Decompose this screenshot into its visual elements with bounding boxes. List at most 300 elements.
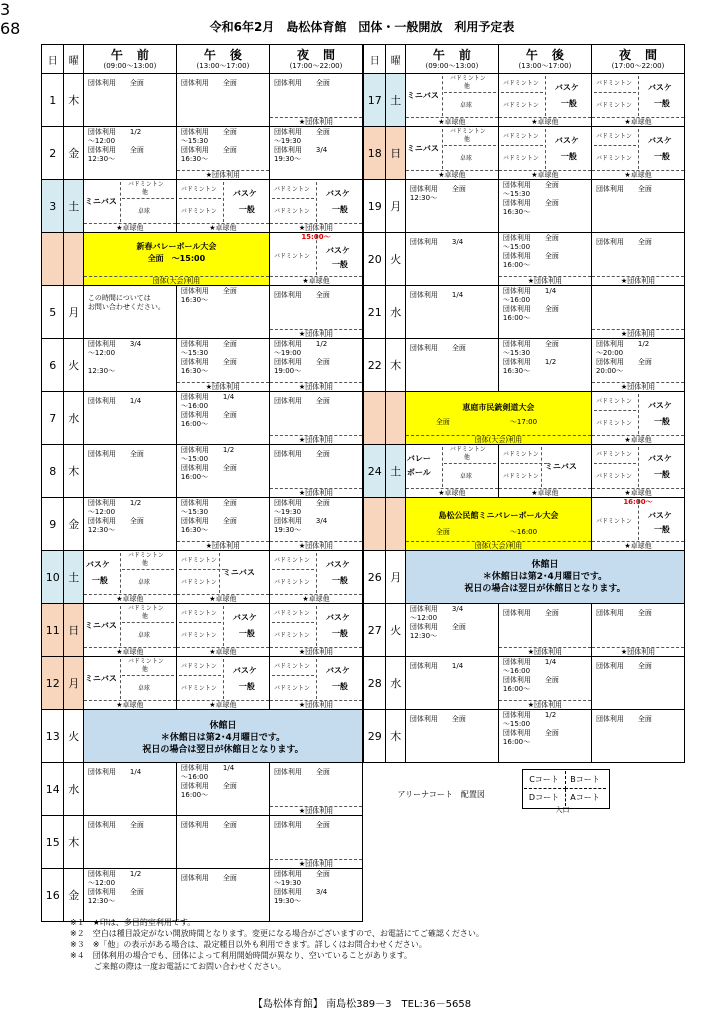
- day-number: 1: [42, 74, 64, 127]
- cell-text: バスケ: [232, 613, 257, 622]
- day-number: 5: [42, 286, 64, 339]
- schedule-right: [363, 44, 685, 815]
- slot-cell: [83, 392, 176, 445]
- cell-text: 16:30～: [180, 155, 209, 163]
- cell-text: 団体利用 全面: [502, 252, 559, 260]
- cell-footer: ★卓球他: [592, 488, 684, 497]
- cell-text: この時間については お問い合わせください。: [87, 294, 165, 311]
- slot-cell: [498, 286, 591, 339]
- cell-text: バスケ: [554, 136, 579, 145]
- cell-text: 団体利用 全面: [273, 128, 330, 136]
- slot-cell: [176, 339, 269, 392]
- slot-cell: [405, 127, 498, 180]
- cell-footer: ★卓球他: [84, 594, 176, 603]
- cell-text: バスケ: [232, 189, 257, 198]
- cell-footer: 団体(大会)利用: [84, 276, 269, 285]
- cell-footer: ★卓球他: [592, 170, 684, 179]
- cell-text: 団体利用 全面: [273, 821, 330, 829]
- cell-text: 一般: [653, 417, 670, 426]
- cell-footer: ★団体利用: [499, 647, 591, 656]
- cell-footer: ★団体利用: [270, 329, 362, 338]
- slot-cell: [269, 74, 362, 127]
- cell-text: バドミントン: [273, 208, 310, 215]
- slot-cell: [176, 657, 269, 710]
- cell-text: 団体利用 1/2: [87, 128, 142, 136]
- day-row: [42, 180, 363, 233]
- cell-footer: ★団体利用: [270, 382, 362, 391]
- slot-cell: [591, 127, 684, 180]
- cell-text: 団体利用 全面: [180, 146, 237, 154]
- closed-title: 休館日: [209, 721, 237, 731]
- day-of-week: 土: [64, 551, 83, 604]
- cell-text: バスケ: [554, 83, 579, 92]
- cell-text: 団体利用 全面: [502, 676, 559, 684]
- event-time: ～17:00: [509, 418, 538, 426]
- slot-cell: [269, 445, 362, 498]
- slot-cell: [269, 816, 362, 869]
- cell-text: 一般: [238, 629, 255, 638]
- cell-footer: ★団体利用: [270, 541, 362, 550]
- cell-text: 団体利用 全面: [502, 305, 559, 313]
- cell-text: バドミントン: [180, 557, 217, 564]
- cell-text: 団体利用 全面: [87, 79, 144, 87]
- cell-text: ～15:30: [502, 190, 531, 198]
- day-number: 22: [364, 339, 386, 392]
- day-number: 27: [364, 604, 386, 657]
- cell-text: 団体利用 全面: [595, 238, 652, 246]
- day-number: [364, 392, 386, 445]
- cell-text: 12:30～: [87, 897, 116, 905]
- cell-text: 団体利用 全面: [595, 358, 652, 366]
- day-of-week: 水: [64, 392, 83, 445]
- cell-text: ミニバス: [544, 462, 577, 471]
- slot-cell: [498, 339, 591, 392]
- col-pm: [176, 45, 269, 74]
- cell-text: ～15:00: [502, 243, 531, 251]
- cell-text: バドミントン: [180, 610, 217, 617]
- cell-text: バレー: [406, 454, 431, 463]
- slot-cell: [83, 869, 176, 922]
- cell-text: バドミントン: [273, 579, 310, 586]
- am-time: (09:00～13:00): [103, 61, 157, 70]
- day-row: [364, 445, 685, 498]
- day-of-week: 水: [386, 286, 405, 339]
- cell-text: 一般: [331, 205, 348, 214]
- cell-footer: ★団体利用: [177, 170, 269, 179]
- cell-text: 16:00～: [502, 314, 531, 322]
- note-3: ※３ ※「他」の表示がある場合は、設定種目以外も利用できます。詳しくはお問合わせください。: [70, 940, 427, 949]
- day-number: 29: [364, 710, 386, 763]
- cell-text: バスケ: [325, 666, 350, 675]
- cell-text: 16:00～: [180, 791, 209, 799]
- cell-text: バスケ: [647, 401, 672, 410]
- cell-text: ミニバス: [84, 621, 117, 630]
- cell-text: ミニバス: [406, 144, 439, 153]
- cell-text: 団体利用 全面: [409, 185, 466, 193]
- notes: [70, 917, 484, 972]
- court-c: Cコート: [524, 771, 566, 789]
- day-number: 15: [42, 816, 64, 869]
- cell-text: バドミントン: [127, 605, 164, 612]
- cell-text: バドミントン: [180, 579, 217, 586]
- cell-text: 団体利用 全面: [502, 609, 559, 617]
- day-of-week: 金: [64, 869, 83, 922]
- slot-cell: [269, 657, 362, 710]
- cell-text: バスケ: [325, 560, 350, 569]
- col-dow: 曜: [386, 45, 405, 74]
- cell-footer: ★団体利用: [592, 647, 684, 656]
- cell-text: 19:00～: [273, 367, 302, 375]
- cell-text: 他: [141, 560, 148, 567]
- cell-text: 一般: [331, 576, 348, 585]
- day-row: [364, 392, 685, 445]
- day-of-week: 火: [386, 604, 405, 657]
- cell-text: バスケ: [647, 136, 672, 145]
- cell-text: ミニバス: [84, 674, 117, 683]
- cell-text: 団体利用 全面: [180, 874, 237, 882]
- cell-text: 一般: [331, 260, 348, 269]
- slot-cell: [83, 551, 176, 604]
- cell-text: ～15:00: [180, 455, 209, 463]
- note-4: ※４ 団体利用の場合でも、団体によって利用開始時間が異なり、空いていることがあります。: [70, 951, 413, 960]
- am-time: (09:00～13:00): [425, 61, 479, 70]
- day-of-week: 日: [64, 604, 83, 657]
- cell-text: 19:30～: [273, 897, 302, 905]
- cell-text: 団体利用 全面: [502, 729, 559, 737]
- day-of-week: 木: [64, 816, 83, 869]
- cell-text: ～19:30: [273, 137, 302, 145]
- closed-note: ＊休館日は第2･4月曜日です。: [160, 733, 286, 743]
- day-row: [364, 74, 685, 127]
- cell-text: ～12:00: [409, 614, 438, 622]
- slot-cell: [405, 233, 498, 286]
- closed-note: ＊休館日は第2･4月曜日です。: [482, 572, 608, 582]
- cell-footer: ★卓球他: [177, 594, 269, 603]
- cell-text: バドミントン: [273, 610, 310, 617]
- cell-text: 一般: [91, 576, 108, 585]
- day-number: 24: [364, 445, 386, 498]
- cell-text: バドミントン: [127, 658, 164, 665]
- cell-text: 卓球: [137, 685, 150, 692]
- cell-footer: ★団体利用: [177, 382, 269, 391]
- cell-text: 団体利用 全面: [595, 662, 652, 670]
- cell-text: 団体利用 全面: [502, 181, 559, 189]
- day-number: 18: [364, 127, 386, 180]
- day-number: 8: [42, 445, 64, 498]
- cell-text: バスケ: [647, 83, 672, 92]
- cell-footer: ★卓球他: [499, 488, 591, 497]
- day-row: [42, 657, 363, 710]
- pm-label: 午後: [525, 47, 578, 62]
- day-of-week: 木: [64, 74, 83, 127]
- cell-text: バスケ: [325, 246, 350, 255]
- cell-footer: ★卓球他: [406, 117, 498, 126]
- cell-text: バドミントン: [502, 155, 539, 162]
- cell-footer: ★団体利用: [270, 859, 362, 868]
- cell-footer: ★卓球他: [406, 488, 498, 497]
- day-of-week: 月: [64, 657, 83, 710]
- cell-text: ～15:00: [502, 720, 531, 728]
- day-of-week: 月: [386, 551, 405, 604]
- closed-title: 休館日: [531, 560, 559, 570]
- cell-text: 16:30～: [180, 367, 209, 375]
- cell-footer: ★卓球他: [84, 647, 176, 656]
- slot-cell: [269, 339, 362, 392]
- event-cell: [83, 233, 269, 286]
- day-of-week: 日: [386, 127, 405, 180]
- day-row: [42, 445, 363, 498]
- cell-text: 団体利用 全面: [87, 821, 144, 829]
- day-number: 7: [42, 392, 64, 445]
- ev-label: 夜間: [296, 47, 349, 62]
- cell-text: 団体利用 1/2: [502, 711, 557, 719]
- court-a: Aコート: [570, 793, 600, 802]
- event-time: 全面 ～15:00: [147, 254, 206, 263]
- cell-text: バドミントン: [595, 133, 632, 140]
- slot-cell: [591, 445, 684, 498]
- cell-text: 15:00～: [301, 233, 331, 241]
- cell-text: 団体利用 3/4: [273, 517, 328, 525]
- cell-text: バスケ: [647, 454, 672, 463]
- cell-text: バドミントン: [595, 420, 632, 427]
- day-number: 14: [42, 763, 64, 816]
- slot-cell: [83, 657, 176, 710]
- cell-text: バドミントン: [273, 632, 310, 639]
- cell-text: バドミントン: [502, 80, 539, 87]
- cell-text: 卓球: [137, 579, 150, 586]
- arena-outline: [522, 769, 610, 809]
- slot-cell: [591, 180, 684, 233]
- day-number: [364, 498, 386, 551]
- event-cell: [405, 498, 591, 551]
- cell-text: バドミントン: [180, 632, 217, 639]
- slot-cell: [405, 286, 498, 339]
- cell-text: 団体利用 全面: [273, 768, 330, 776]
- day-row: [364, 127, 685, 180]
- cell-text: 団体利用 全面: [273, 79, 330, 87]
- day-row: [42, 869, 363, 922]
- cell-text: ～15:30: [502, 349, 531, 357]
- cell-text: 卓球: [459, 473, 472, 480]
- day-of-week: 金: [64, 127, 83, 180]
- cell-text: 卓球: [137, 632, 150, 639]
- slot-cell: [498, 180, 591, 233]
- arena-label: アリーナコート 配置図: [397, 790, 485, 799]
- cell-text: 団体利用 全面: [273, 870, 330, 878]
- event-time: ～16:00: [509, 528, 538, 536]
- cell-text: 団体利用 1/4: [502, 658, 557, 666]
- cell-text: ～16:00: [180, 402, 209, 410]
- cell-text: 一般: [653, 99, 670, 108]
- cell-text: ミニバス: [84, 197, 117, 206]
- day-of-week: 火: [64, 339, 83, 392]
- cell-footer: ★卓球他: [84, 700, 176, 709]
- court-d: Dコート: [524, 789, 566, 806]
- event-title: 島松公民館ミニバレーボール大会: [438, 511, 559, 520]
- note-5: ご来館の際は一度お電話にてお問い合わせください。: [70, 962, 286, 971]
- slot-cell: [176, 869, 269, 922]
- col-ev: [591, 45, 684, 74]
- ev-time: (17:00～22:00): [611, 61, 665, 70]
- slot-cell: [176, 74, 269, 127]
- day-of-week: 月: [64, 286, 83, 339]
- event-title: 新春バレーボール大会: [136, 242, 217, 251]
- slot-cell: [405, 710, 498, 763]
- cell-text: 団体利用 全面: [273, 291, 330, 299]
- cell-footer: 団体(大会)利用: [406, 435, 591, 444]
- slot-cell: [405, 445, 498, 498]
- cell-text: 団体利用 全面: [273, 397, 330, 405]
- day-number: 2: [42, 127, 64, 180]
- cell-text: 16:00～: [502, 738, 531, 746]
- day-row: [42, 127, 363, 180]
- cell-text: ボール: [406, 468, 431, 477]
- cell-text: 団体利用 全面: [180, 411, 237, 419]
- cell-footer: ★団体利用: [499, 700, 591, 709]
- cell-text: バドミントン: [180, 208, 217, 215]
- cell-text: 他: [463, 136, 470, 143]
- cell-text: 団体利用 1/2: [595, 340, 650, 348]
- cell-text: 団体利用 1/2: [273, 340, 328, 348]
- cell-text: ～12:00: [87, 879, 116, 887]
- cell-text: ～19:30: [273, 508, 302, 516]
- cell-text: 団体利用 1/4: [87, 768, 142, 776]
- cell-text: 団体利用 全面: [180, 79, 237, 87]
- cell-text: バスケ: [647, 511, 672, 520]
- cell-text: ～16:00: [502, 296, 531, 304]
- cell-text: 団体利用 全面: [180, 287, 237, 295]
- cell-footer: ★団体利用: [499, 276, 591, 285]
- day-row: [42, 233, 363, 286]
- day-row: [42, 339, 363, 392]
- cell-text: 卓球: [137, 208, 150, 215]
- cell-text: 団体利用 全面: [180, 358, 237, 366]
- day-row: [364, 339, 685, 392]
- slot-cell: [176, 286, 269, 339]
- cell-text: 団体利用 1/4: [409, 291, 464, 299]
- cell-text: バスケ: [325, 189, 350, 198]
- pm-time: (13:00～17:00): [196, 61, 250, 70]
- cell-footer: ★団体利用: [270, 435, 362, 444]
- cell-text: 16:30～: [502, 208, 531, 216]
- cell-text: 団体利用 全面: [595, 715, 652, 723]
- slot-cell: [591, 286, 684, 339]
- col-day: 日: [42, 45, 64, 74]
- slot-cell: [405, 657, 498, 710]
- slot-cell: [83, 127, 176, 180]
- slot-cell: [83, 286, 176, 339]
- cell-text: バドミントン: [502, 451, 539, 458]
- cell-text: 他: [463, 454, 470, 461]
- event-time: 全面: [435, 418, 450, 426]
- cell-text: 他: [141, 666, 148, 673]
- cell-footer: ★団体利用: [592, 382, 684, 391]
- cell-text: 16:30～: [180, 526, 209, 534]
- day-number: 16: [42, 869, 64, 922]
- cell-text: ～12:00: [87, 349, 116, 357]
- col-am: [83, 45, 176, 74]
- cell-footer: ★卓球他: [499, 117, 591, 126]
- cell-text: 団体利用 1/4: [409, 662, 464, 670]
- day-row: [364, 286, 685, 339]
- day-row: [364, 498, 685, 551]
- cell-text: 団体利用 3/4: [409, 238, 464, 246]
- cell-text: 団体利用 1/4: [502, 287, 557, 295]
- day-row: [42, 710, 363, 763]
- slot-cell: [176, 551, 269, 604]
- day-number: 11: [42, 604, 64, 657]
- cell-text: 一般: [331, 682, 348, 691]
- cell-text: 団体利用 1/2: [87, 870, 142, 878]
- cell-text: 団体利用 3/4: [273, 888, 328, 896]
- event-time: 全面: [435, 528, 450, 536]
- note-1: ※１ ★印は、多目的室利用です。: [70, 918, 196, 927]
- day-row: [42, 763, 363, 816]
- cell-text: バドミントン: [273, 186, 310, 193]
- cell-footer: ★団体利用: [592, 329, 684, 338]
- cell-footer: ★卓球他: [177, 647, 269, 656]
- cell-text: バドミントン: [180, 663, 217, 670]
- cell-text: ～15:30: [180, 508, 209, 516]
- cell-text: ～19:30: [273, 879, 302, 887]
- cell-text: バドミントン: [127, 552, 164, 559]
- slot-cell: [591, 710, 684, 763]
- slot-cell: [83, 498, 176, 551]
- cell-text: 団体利用 1/4: [180, 764, 235, 772]
- cell-text: 団体利用 全面: [87, 146, 144, 154]
- slot-cell: [498, 710, 591, 763]
- cell-text: ～16:00: [502, 667, 531, 675]
- slot-cell: [83, 180, 176, 233]
- day-of-week: [64, 233, 83, 286]
- cell-text: 団体利用 3/4: [87, 340, 142, 348]
- day-row: [42, 286, 363, 339]
- slot-cell: [176, 127, 269, 180]
- slot-cell: [498, 657, 591, 710]
- cell-text: バスケ: [232, 666, 257, 675]
- page-title: 令和6年2月 島松体育館 団体・一般開放 利用予定表: [209, 20, 515, 34]
- day-row: [364, 657, 685, 710]
- cell-text: バドミントン: [180, 685, 217, 692]
- cell-text: 団体利用 全面: [180, 340, 237, 348]
- ev-label: 夜間: [618, 47, 671, 62]
- col-am: [405, 45, 498, 74]
- slot-cell: [176, 445, 269, 498]
- cell-text: ～15:30: [180, 349, 209, 357]
- cell-text: 16:30～: [180, 296, 209, 304]
- slot-cell: [269, 286, 362, 339]
- day-number: 28: [364, 657, 386, 710]
- slot-cell: [83, 339, 176, 392]
- cell-text: バドミントン: [273, 685, 310, 692]
- cell-text: 16:30～: [502, 367, 531, 375]
- cell-text: 20:00～: [595, 367, 624, 375]
- cell-text: 団体利用 全面: [180, 821, 237, 829]
- cell-text: 団体利用 1/4: [180, 393, 235, 401]
- slot-cell: [269, 869, 362, 922]
- cell-footer: ★卓球他: [499, 170, 591, 179]
- cell-text: バドミントン: [273, 557, 310, 564]
- cell-text: 団体利用 全面: [180, 128, 237, 136]
- slot-cell: [591, 657, 684, 710]
- day-number: [42, 233, 64, 286]
- slot-cell: [83, 816, 176, 869]
- cell-text: 一般: [331, 629, 348, 638]
- slot-cell: [498, 604, 591, 657]
- cell-footer: ★卓球他: [592, 435, 684, 444]
- event-cell: [83, 710, 362, 763]
- arena-area: [364, 763, 685, 816]
